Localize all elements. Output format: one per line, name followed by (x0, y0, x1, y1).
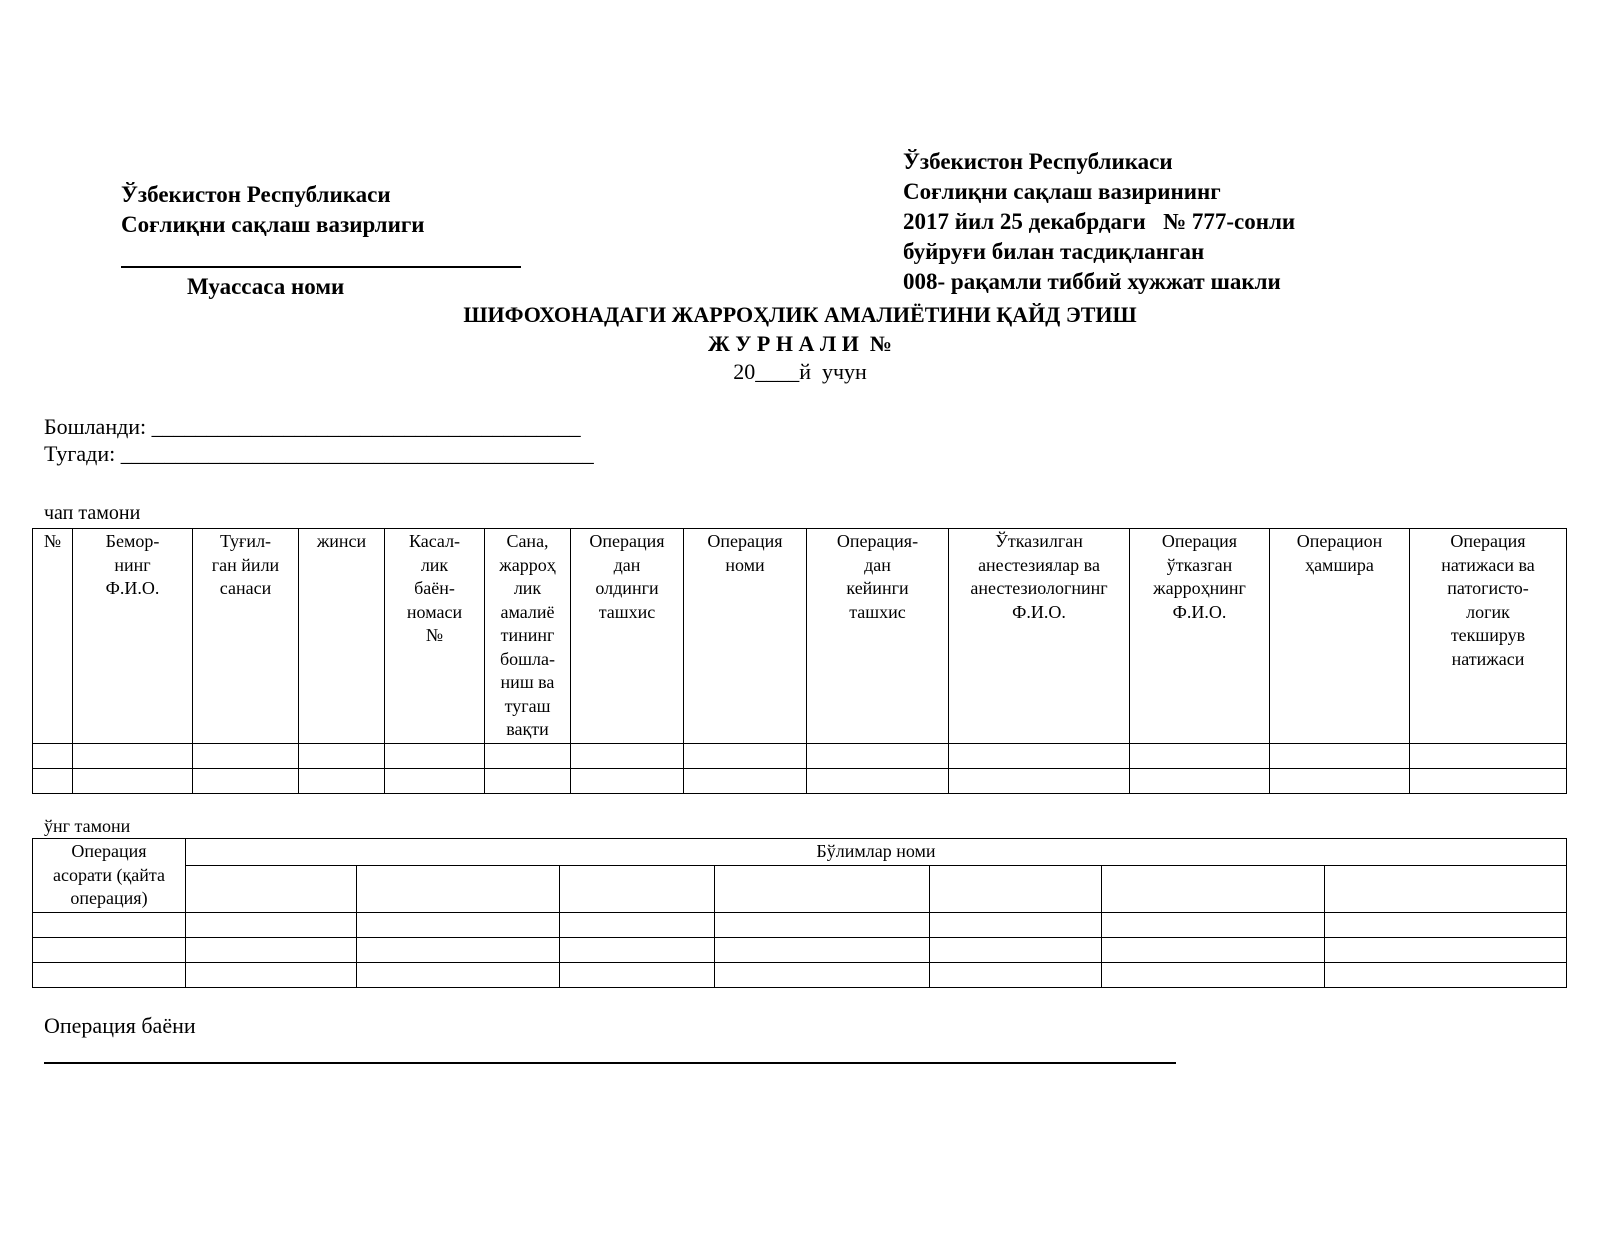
left-table-header-row (33, 529, 1567, 744)
journal-year: 20____й учун (733, 359, 867, 384)
right-table-header-row (33, 839, 1567, 866)
table-cell[interactable] (715, 962, 930, 987)
col-departments: Бўлимлар номи (186, 839, 1567, 866)
department-cell[interactable] (930, 865, 1102, 912)
table-cell[interactable] (1410, 743, 1567, 768)
col-surgery-time: Сана, жарроҳ лик амалиё тининг бошла- ниш ва тугаш вақти (485, 529, 571, 744)
col-complication: Операция асорати (қайта операция) (33, 839, 186, 913)
table-cell[interactable] (485, 743, 571, 768)
table-cell[interactable] (930, 912, 1102, 937)
ministry-block-left (121, 180, 425, 240)
col-case-history: Касал- лик баён- номаси № (385, 529, 485, 744)
table-cell[interactable] (1102, 912, 1325, 937)
table-cell[interactable] (684, 743, 807, 768)
left-side-label: чап тамони (44, 502, 141, 524)
table-cell[interactable] (299, 768, 385, 793)
table-cell[interactable] (385, 768, 485, 793)
table-cell[interactable] (193, 768, 299, 793)
table-cell[interactable] (1130, 768, 1270, 793)
ministry-name: Соғлиқни сақлаш вазирлиги (121, 212, 425, 237)
table-cell[interactable] (1270, 743, 1410, 768)
department-cell[interactable] (186, 865, 357, 912)
table-cell[interactable] (357, 937, 560, 962)
table-cell[interactable] (186, 912, 357, 937)
journal-number: Ж У Р Н А Л И № (708, 331, 892, 356)
table-cell[interactable] (1102, 937, 1325, 962)
institution-name-label: Муассаса номи (187, 274, 345, 299)
col-anesthesia: Ўтказилган анестезиялар ва анестезиологнинг Ф.И.О. (949, 529, 1130, 744)
table-cell[interactable] (930, 937, 1102, 962)
department-cell[interactable] (357, 865, 560, 912)
col-surgeon: Операция ўтказган жарроҳнинг Ф.И.О. (1130, 529, 1270, 744)
table-cell[interactable] (684, 768, 807, 793)
table-cell[interactable] (193, 743, 299, 768)
left-side-table (32, 528, 1567, 794)
right-side-table (32, 838, 1567, 988)
table-cell[interactable] (930, 962, 1102, 987)
table-row (33, 912, 1567, 937)
table-cell[interactable] (33, 768, 73, 793)
table-cell[interactable] (357, 912, 560, 937)
table-row (33, 743, 1567, 768)
table-row (33, 937, 1567, 962)
table-cell[interactable] (1325, 937, 1567, 962)
republic-name: Ўзбекистон Республикаси (121, 182, 391, 207)
table-cell[interactable] (571, 768, 684, 793)
table-cell[interactable] (73, 743, 193, 768)
table-cell[interactable] (949, 768, 1130, 793)
col-pre-op-diagnosis: Операция дан олдинги ташхис (571, 529, 684, 744)
approval-line-1: Ўзбекистон Республикаси (903, 149, 1173, 174)
operation-description-label: Операция баёни (44, 1013, 196, 1038)
table-cell[interactable] (807, 768, 949, 793)
table-cell[interactable] (73, 768, 193, 793)
right-table-subheader-row (33, 865, 1567, 912)
col-operation-name: Операция номи (684, 529, 807, 744)
department-cell[interactable] (560, 865, 715, 912)
approval-line-3: 2017 йил 25 декабрдаги № 777-сонли (903, 209, 1296, 234)
table-cell[interactable] (560, 937, 715, 962)
table-cell[interactable] (385, 743, 485, 768)
table-cell[interactable] (485, 768, 571, 793)
table-cell[interactable] (33, 912, 186, 937)
table-cell[interactable] (186, 962, 357, 987)
col-sex: жинси (299, 529, 385, 744)
table-cell[interactable] (715, 937, 930, 962)
col-patient-name: Бемор- нинг Ф.И.О. (73, 529, 193, 744)
table-cell[interactable] (1270, 768, 1410, 793)
table-cell[interactable] (299, 743, 385, 768)
department-cell[interactable] (1325, 865, 1567, 912)
col-birth-date: Туғил- ган йили санаси (193, 529, 299, 744)
table-row (33, 962, 1567, 987)
table-cell[interactable] (1130, 743, 1270, 768)
table-cell[interactable] (715, 912, 930, 937)
department-cell[interactable] (715, 865, 930, 912)
institution-name-line[interactable] (121, 266, 521, 268)
table-row (33, 768, 1567, 793)
table-cell[interactable] (33, 937, 186, 962)
col-number: № (33, 529, 73, 744)
approval-line-4: буйруғи билан тасдиқланган (903, 239, 1205, 264)
table-cell[interactable] (1325, 962, 1567, 987)
table-cell[interactable] (1325, 912, 1567, 937)
right-side-label: ўнг тамони (44, 816, 131, 836)
ended-field[interactable]: Тугади: ___________________________________________ (44, 441, 594, 466)
operation-description-line[interactable] (44, 1062, 1176, 1064)
approval-line-2: Соғлиқни сақлаш вазирининг (903, 179, 1221, 204)
table-cell[interactable] (186, 937, 357, 962)
started-field[interactable]: Бошланди: _______________________________________ (44, 414, 581, 439)
approval-line-5: 008- рақамли тиббий хужжат шакли (903, 269, 1281, 294)
journal-title: ШИФОХОНАДАГИ ЖАРРОҲЛИК АМАЛИЁТИНИ ҚАЙД ЭТИШ (463, 302, 1137, 327)
approval-block (903, 147, 1295, 297)
col-nurse: Операцион ҳамшира (1270, 529, 1410, 744)
table-cell[interactable] (1102, 962, 1325, 987)
table-cell[interactable] (1410, 768, 1567, 793)
department-cell[interactable] (1102, 865, 1325, 912)
col-post-op-diagnosis: Операция- дан кейинги ташхис (807, 529, 949, 744)
table-cell[interactable] (357, 962, 560, 987)
table-cell[interactable] (560, 912, 715, 937)
table-cell[interactable] (33, 962, 186, 987)
table-cell[interactable] (571, 743, 684, 768)
table-cell[interactable] (560, 962, 715, 987)
table-cell[interactable] (807, 743, 949, 768)
col-result: Операция натижаси ва патогисто- логик текширув натижаси (1410, 529, 1567, 744)
table-cell[interactable] (33, 743, 73, 768)
table-cell[interactable] (949, 743, 1130, 768)
